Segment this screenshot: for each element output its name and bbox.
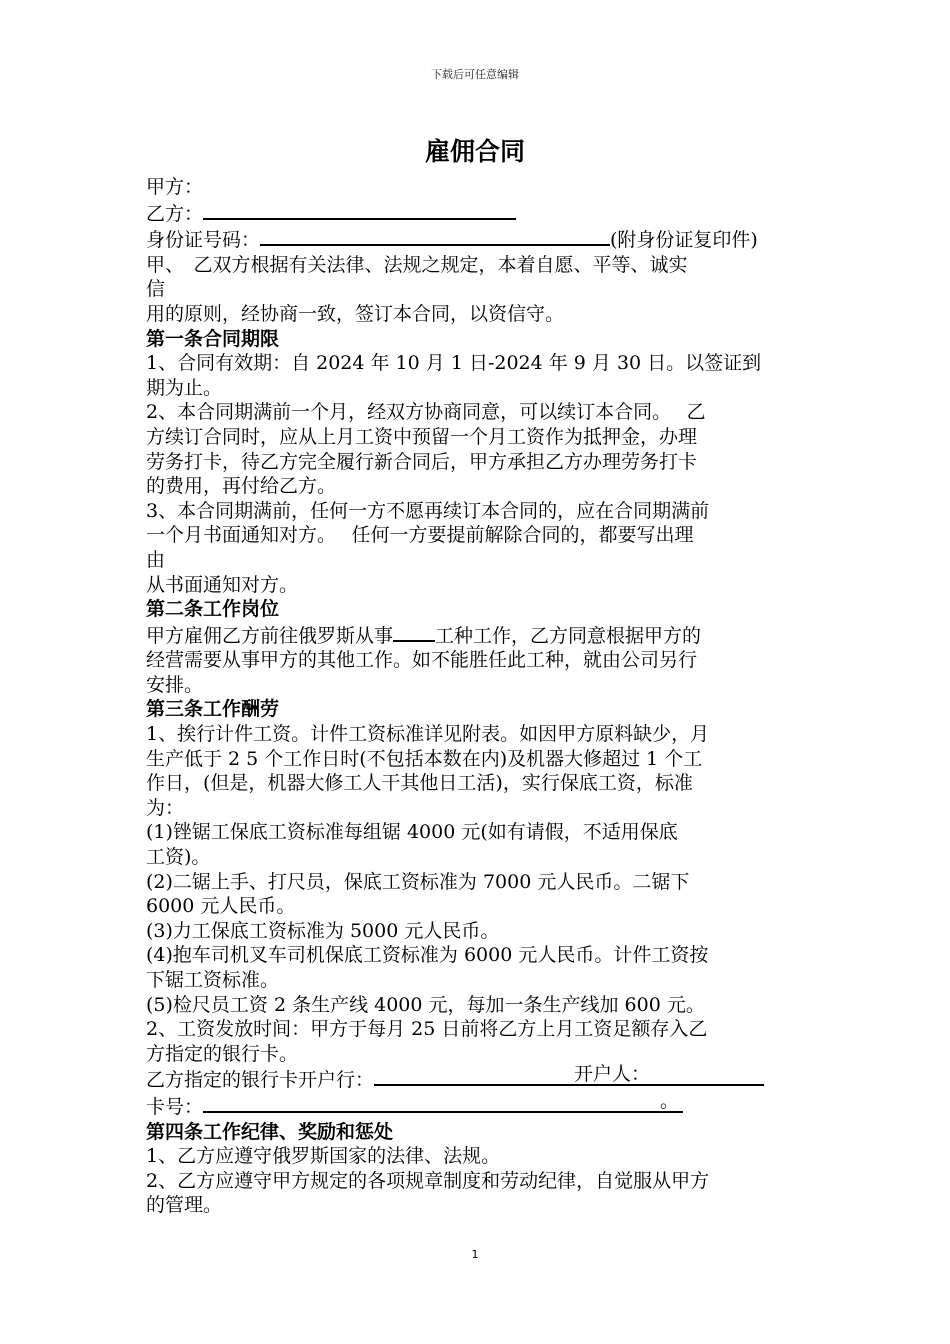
clause-line: (3)力工保底工资标准为 5000 元人民币。 <box>146 919 500 942</box>
clause-line: 1、乙方应遵守俄罗斯国家的法律、法规。 <box>146 1145 501 1168</box>
party-a-line <box>146 175 814 200</box>
party-a-label: 甲方： <box>146 176 204 198</box>
section-heading: 第三条工作酬劳 <box>146 698 280 721</box>
clause-line: 方指定的银行卡。 <box>146 1042 299 1065</box>
clause-line: (5)检尺员工资 2 条生产线 4000 元，每加一条生产线加 600 元。 <box>146 993 705 1016</box>
job-type-blank[interactable] <box>393 622 435 642</box>
clause-line: 工资)。 <box>146 846 211 869</box>
bank-line <box>146 1063 814 1093</box>
bank-and-holder-blank[interactable] <box>374 1063 764 1086</box>
card-label: 卡号： <box>146 1095 204 1118</box>
clause-line: 作日，(但是，机器大修工人干其他日工活)，实行保底工资，标准 <box>146 772 693 795</box>
clause-line: 2、乙方应遵守甲方规定的各项规章制度和劳动纪律，自觉服从甲方 <box>146 1169 710 1192</box>
page-number: 1 <box>471 1248 479 1261</box>
party-b-blank[interactable] <box>203 200 516 220</box>
clause-line: 2、工资发放时间：甲方于每月 25 日前将乙方上月工资足额存入乙 <box>146 1018 708 1041</box>
clause-line: 由 <box>146 548 166 571</box>
card-number-blank[interactable] <box>203 1089 683 1113</box>
intro-line: 用的原则，经协商一致，签订本合同，以资信守。 <box>146 302 565 325</box>
clause-line: 经营需要从事甲方的其他工作。如不能胜任此工种，就由公司另行 <box>146 649 698 672</box>
header-note: 下载后可任意编辑 <box>431 68 519 81</box>
id-number-line <box>146 226 814 253</box>
clause-line <box>146 622 814 649</box>
clause-line: 1、合同有效期：自 2024 年 10 月 1 日-2024 年 9 月 30 日。以签证到 <box>146 352 762 375</box>
clause-line: 为： <box>146 796 185 819</box>
clause-line: (2)二锯上手、打尺员，保底工资标准为 7000 元人民币。二锯下 <box>146 870 690 893</box>
bank-label: 乙方指定的银行卡开户行： <box>146 1069 375 1092</box>
section-heading: 第四条工作纪律、奖励和惩处 <box>146 1120 394 1143</box>
intro-line: 甲、 乙双方根据有关法律、法规之规定，本着自愿、平等、诚实 <box>146 253 688 276</box>
section-heading: 第二条工作岗位 <box>146 598 280 621</box>
party-b-line <box>146 200 814 227</box>
clause-line: 6000 元人民币。 <box>146 895 296 918</box>
clause-line: 劳务打卡，待乙方完全履行新合同后，甲方承担乙方办理劳务打卡 <box>146 450 698 473</box>
clause-line: 安排。 <box>146 673 204 696</box>
id-number-label: 身份证号码： <box>146 229 261 252</box>
clause-line: 方续订合同时，应从上月工资中预留一个月工资作为抵押金，办理 <box>146 425 698 448</box>
clause-line: 生产低于 2 5 个工作日时(不包括本数在内)及机器大修超过 1 个工 <box>146 747 703 770</box>
clause-line: 的费用，再付给乙方。 <box>146 475 337 498</box>
clause-line: 2、本合同期满前一个月，经双方协商同意，可以续订本合同。 乙 <box>146 401 706 424</box>
clause-line: 1、挨行计件工资。计件工资标准详见附表。如因甲方原料缺少，月 <box>146 723 710 746</box>
clause-line: 3、本合同期满前，任何一方不愿再续订本合同的，应在合同期满前 <box>146 499 710 522</box>
clause-line: (4)抱车司机叉车司机保底工资标准为 6000 元人民币。计件工资按 <box>146 944 709 967</box>
section-heading: 第一条合同期限 <box>146 327 280 350</box>
id-note: (附身份证复印件) <box>610 229 758 252</box>
clause-line: 一个月书面通知对方。 任何一方要提前解除合同的，都要写出理 <box>146 524 694 547</box>
card-line <box>146 1089 814 1120</box>
clause-line: 期为止。 <box>146 376 223 399</box>
intro-line: 信 <box>146 278 166 301</box>
clause-line: (1)锉锯工保底工资标准每组锯 4000 元(如有请假，不适用保底 <box>146 821 678 844</box>
id-number-blank[interactable] <box>260 226 610 246</box>
document-title: 雇佣合同 <box>424 137 525 166</box>
clause-line: 的管理。 <box>146 1194 223 1217</box>
party-b-label: 乙方： <box>146 202 204 225</box>
clause-line: 从书面通知对方。 <box>146 573 299 596</box>
contract-body <box>146 175 814 1218</box>
job-text-before: 甲方雇佣乙方前往俄罗斯从事 <box>146 624 394 647</box>
card-end-mark: 。 <box>660 1089 680 1112</box>
job-text-after: 工种工作，乙方同意根据甲方的 <box>435 624 702 647</box>
clause-line: 下锯工资标准。 <box>146 969 280 991</box>
holder-label: 开户人： <box>574 1063 651 1086</box>
